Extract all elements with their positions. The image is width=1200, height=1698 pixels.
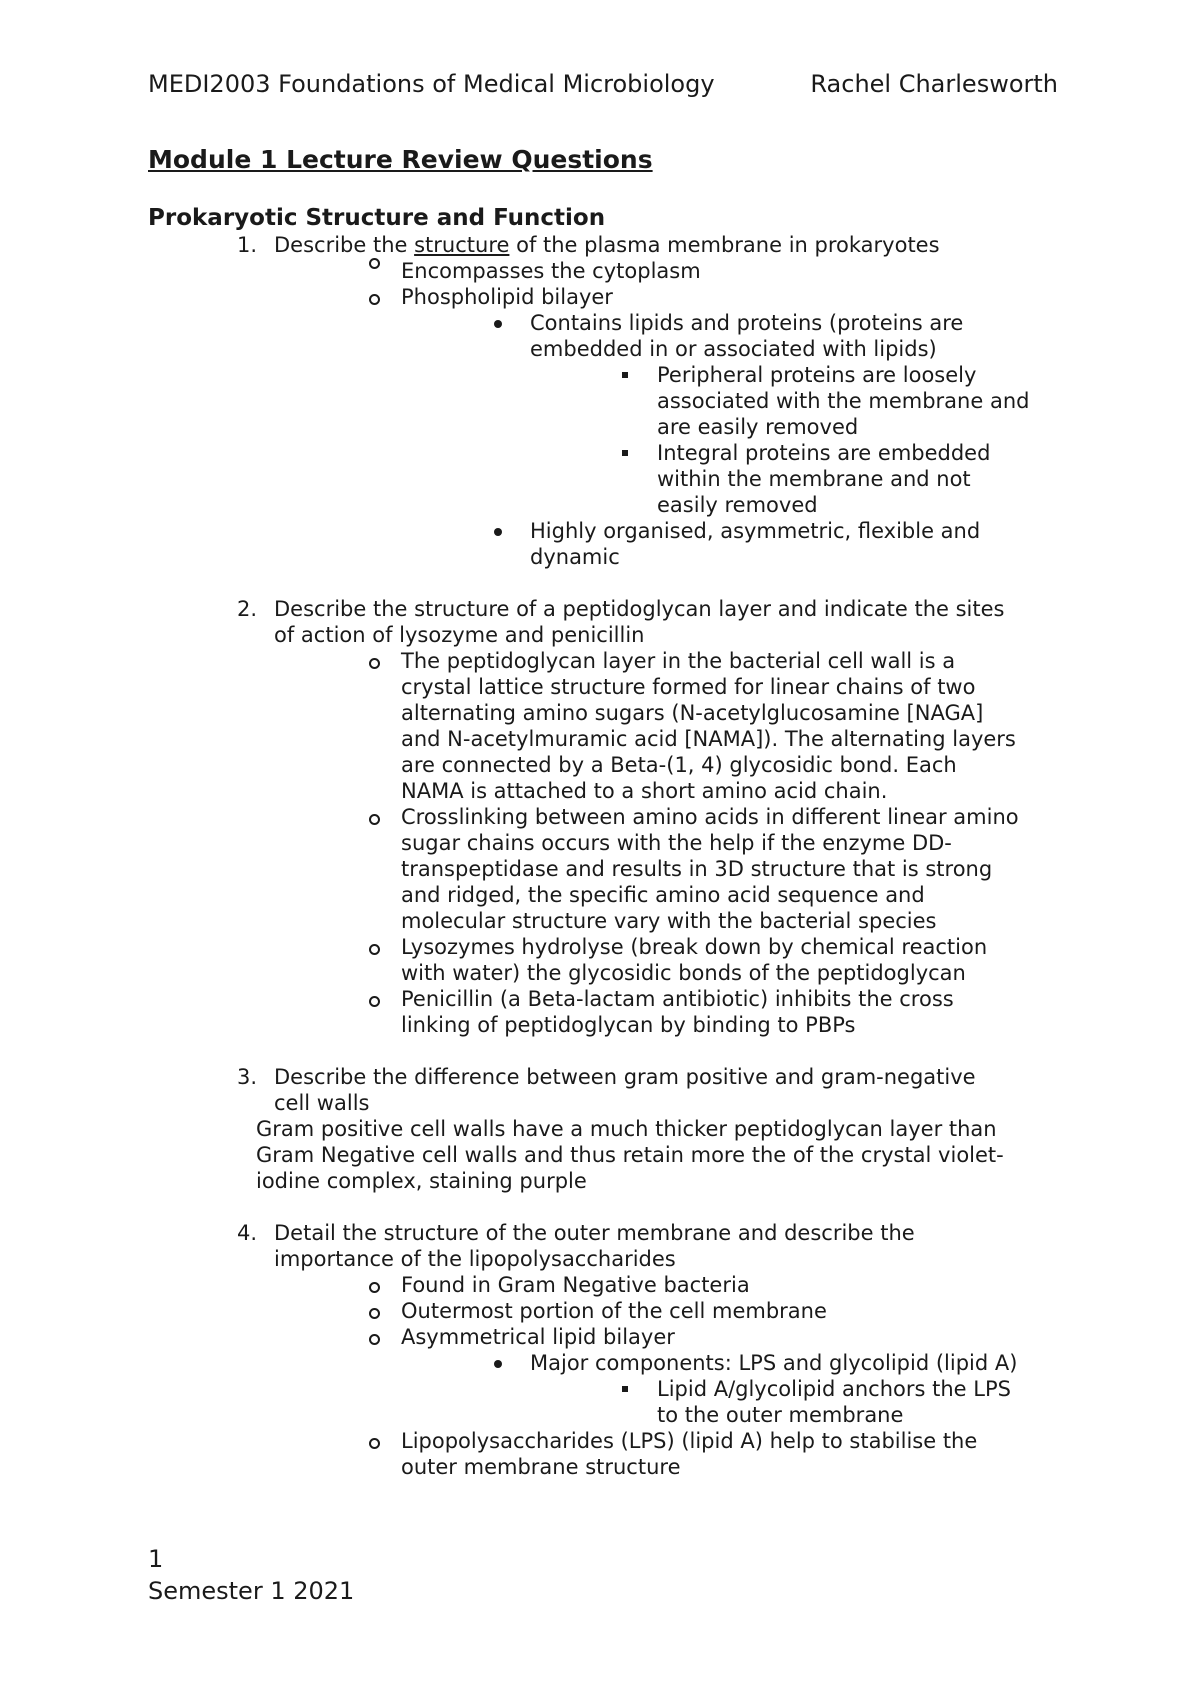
q1-subsub-2-line-3: easily removed — [657, 493, 818, 517]
q4-subsub-1-line-2: to the outer membrane — [657, 1403, 904, 1427]
q2-answer-1-line-3: alternating amino sugars (N-acetylglucosamine [NAGA] — [401, 701, 984, 725]
question-1-text-post: of the plasma membrane in prokaryotes — [509, 233, 940, 257]
q2-answer-1-line-4: and N-acetylmuramic acid [NAMA]). The alternating layers — [401, 727, 1016, 751]
question-3-line-2: cell walls — [274, 1091, 370, 1115]
footer-semester: Semester 1 2021 — [148, 1577, 355, 1605]
question-3-line-1: Describe the difference between gram positive and gram-negative — [274, 1065, 976, 1089]
question-4-line-2: importance of the lipopolysaccharides — [274, 1247, 676, 1271]
q1-answer-1: Encompasses the cytoplasm — [401, 259, 701, 283]
q1-subsub-2-line-1: Integral proteins are embedded — [657, 441, 991, 465]
q2-answer-2-line-5: molecular structure vary with the bacterial species — [401, 909, 937, 933]
circle-bullet-icon — [369, 814, 380, 825]
circle-bullet-icon — [369, 294, 380, 305]
page-number: 1 — [148, 1545, 164, 1573]
q1-sub-2-line-1: Highly organised, asymmetric, flexible and — [530, 519, 981, 543]
q4-sub-1: Major components: LPS and glycolipid (lipid A) — [530, 1351, 1018, 1375]
circle-bullet-icon — [369, 1308, 380, 1319]
q1-subsub-1-line-3: are easily removed — [657, 415, 859, 439]
q2-answer-2-line-2: sugar chains occurs with the help if the enzyme DD- — [401, 831, 952, 855]
disc-bullet-icon — [494, 528, 502, 536]
page-header — [148, 70, 1058, 98]
author-name: Rachel Charlesworth — [810, 70, 1058, 98]
q1-subsub-1-line-1: Peripheral proteins are loosely — [657, 363, 977, 387]
q2-answer-1-line-2: crystal lattice structure formed for linear chains of two — [401, 675, 976, 699]
q2-answer-1-line-5: are connected by a Beta-(1, 4) glycosidic bond. Each — [401, 753, 957, 777]
disc-bullet-icon — [494, 1360, 502, 1368]
question-3-answer-line-1: Gram positive cell walls have a much thicker peptidoglycan layer than — [256, 1117, 997, 1141]
question-1-number: 1. — [237, 233, 258, 257]
q2-answer-3-line-2: with water) the glycosidic bonds of the peptidoglycan — [401, 961, 966, 985]
question-1-text — [274, 232, 940, 258]
q2-answer-2-line-1: Crosslinking between amino acids in different linear amino — [401, 805, 1019, 829]
circle-bullet-icon — [369, 1334, 380, 1345]
circle-bullet-icon — [369, 1438, 380, 1449]
question-4-line-1: Detail the structure of the outer membrane and describe the — [274, 1221, 915, 1245]
question-3-answer-line-2: Gram Negative cell walls and thus retain more the of the crystal violet- — [256, 1143, 1004, 1167]
question-3-number: 3. — [237, 1065, 258, 1089]
q1-sub-2-line-2: dynamic — [530, 545, 620, 569]
circle-bullet-icon — [369, 658, 380, 669]
question-3-answer-line-3: iodine complex, staining purple — [256, 1169, 587, 1193]
q4-answer-4-line-1: Lipopolysaccharides (LPS) (lipid A) help to stabilise the — [401, 1429, 978, 1453]
circle-bullet-icon — [369, 996, 380, 1007]
q4-answer-4-line-2: outer membrane structure — [401, 1455, 681, 1479]
q2-answer-2-line-3: transpeptidase and results in 3D structure that is strong — [401, 857, 993, 881]
q4-subsub-1-line-1: Lipid A/glycolipid anchors the LPS — [657, 1377, 1011, 1401]
q2-answer-2-line-4: and ridged, the specific amino acid sequence and — [401, 883, 925, 907]
question-2-line-2: of action of lysozyme and penicillin — [274, 623, 645, 647]
q1-sub-1-line-1: Contains lipids and proteins (proteins are — [530, 311, 964, 335]
section-heading: Prokaryotic Structure and Function — [148, 205, 606, 231]
circle-bullet-icon — [369, 1282, 380, 1293]
q2-answer-4-line-2: linking of peptidoglycan by binding to PBPs — [401, 1013, 856, 1037]
course-title: MEDI2003 Foundations of Medical Microbiology — [148, 70, 715, 98]
square-bullet-icon — [622, 1386, 628, 1392]
q4-answer-2: Outermost portion of the cell membrane — [401, 1299, 827, 1323]
q1-subsub-2-line-2: within the membrane and not — [657, 467, 971, 491]
question-2-line-1: Describe the structure of a peptidoglycan layer and indicate the sites — [274, 597, 1005, 621]
question-4-number: 4. — [237, 1221, 258, 1245]
q4-answer-1: Found in Gram Negative bacteria — [401, 1273, 750, 1297]
circle-bullet-icon — [369, 258, 380, 269]
question-1-text-pre: Describe the — [274, 233, 415, 257]
question-2-number: 2. — [237, 597, 258, 621]
q2-answer-4-line-1: Penicillin (a Beta-lactam antibiotic) inhibits the cross — [401, 987, 954, 1011]
q2-answer-3-line-1: Lysozymes hydrolyse (break down by chemical reaction — [401, 935, 988, 959]
q1-subsub-1-line-2: associated with the membrane and — [657, 389, 1030, 413]
q2-answer-1-line-1: The peptidoglycan layer in the bacterial cell wall is a — [401, 649, 956, 673]
square-bullet-icon — [622, 372, 628, 378]
question-1-underlined-word: structure — [414, 233, 510, 257]
disc-bullet-icon — [494, 320, 502, 328]
square-bullet-icon — [622, 450, 628, 456]
document-title: Module 1 Lecture Review Questions — [148, 145, 653, 174]
q1-answer-2: Phospholipid bilayer — [401, 285, 613, 309]
q4-answer-3: Asymmetrical lipid bilayer — [401, 1325, 675, 1349]
circle-bullet-icon — [369, 944, 380, 955]
q1-sub-1-line-2: embedded in or associated with lipids) — [530, 337, 937, 361]
q2-answer-1-line-6: NAMA is attached to a short amino acid chain. — [401, 779, 888, 803]
